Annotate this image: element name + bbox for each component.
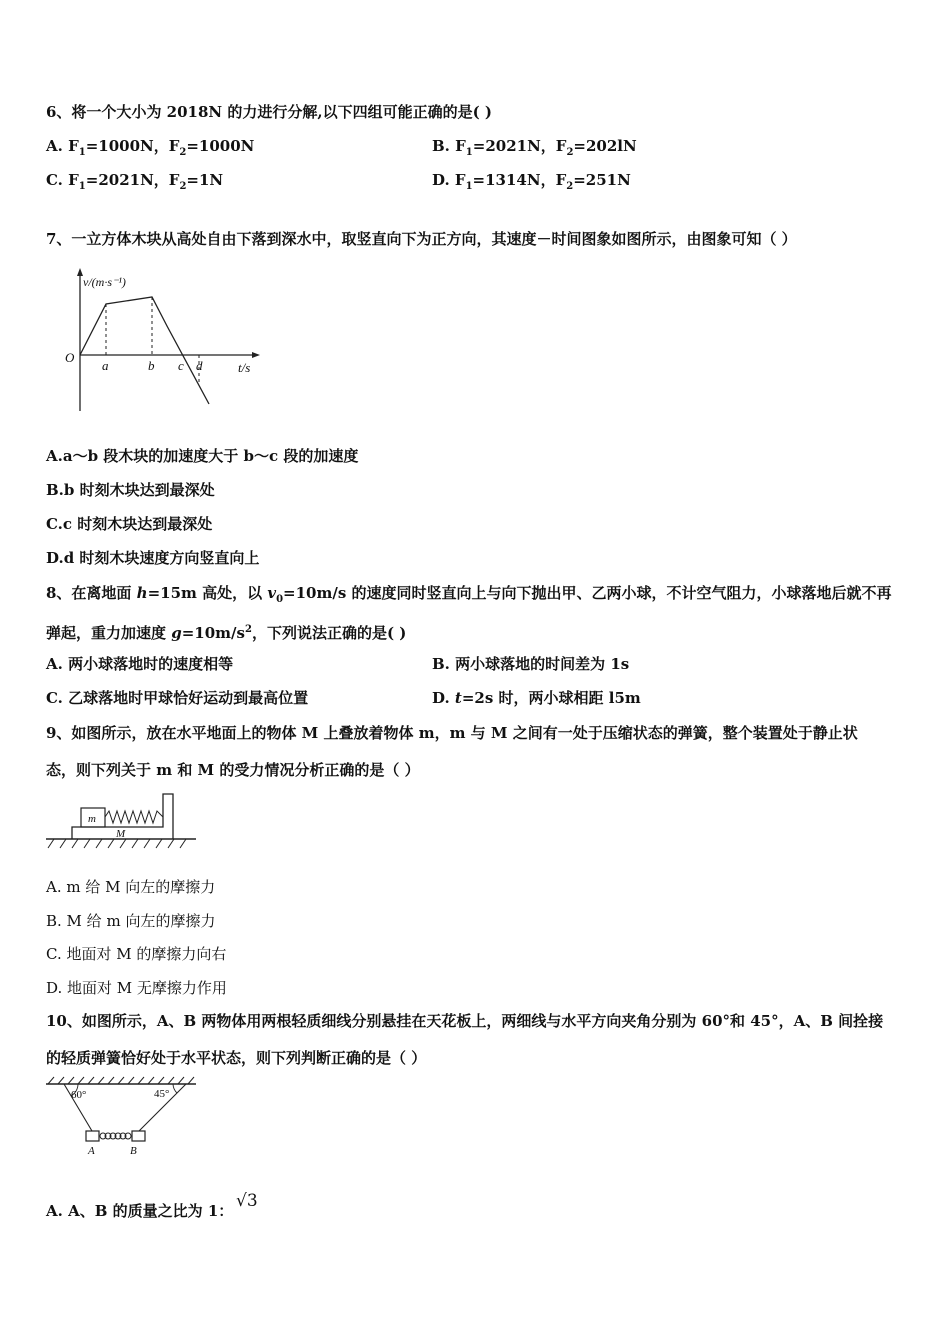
q10-hanging-blocks-figure bbox=[44, 1076, 204, 1156]
q7-x-axis-label: t/s bbox=[238, 360, 251, 375]
q9-label-m: m bbox=[88, 813, 96, 825]
q8-option-d: D. t=2s 时，两小球相距 l5m bbox=[432, 689, 641, 707]
q10-option-a: A. A、B 的质量之比为 1： bbox=[46, 1202, 234, 1220]
q6-option-d: D. $F_1=1314N$，$F_2=251N$ bbox=[432, 171, 631, 192]
q8-option-b: B. 两小球落地的时间差为 1s bbox=[432, 655, 630, 673]
q8-stem-line1: 8、在离地面 h=15m 高处，以 $v_0=10m/s$ 的速度同时竖直向上与向下抛出甲、乙两小球，不计空气阻力，小球落地后就不再 bbox=[46, 584, 892, 605]
q7-tick-a: a bbox=[102, 358, 109, 373]
q7-tick-b: b bbox=[148, 358, 155, 373]
q8-stem-line2: 弹起，重力加速度 $g=10m/s^2$，下列说法正确的是( ) bbox=[46, 624, 407, 642]
q6-option-c: C. $F_1=2021N$，$F_2=1N$ bbox=[46, 171, 224, 192]
q9-stem-line2: 态，则下列关于 m 和 M 的受力情况分析正确的是（ ） bbox=[46, 761, 420, 779]
q7-velocity-time-graph bbox=[62, 266, 262, 416]
q10-label-A: A bbox=[88, 1145, 95, 1156]
q10-angle-60: 60° bbox=[71, 1089, 87, 1101]
q9-option-a: A. m 给 M 向左的摩擦力 bbox=[46, 878, 216, 896]
q7-tick-d: d bbox=[196, 358, 203, 373]
q7-option-b: B.b 时刻木块达到最深处 bbox=[46, 481, 215, 499]
q10-sqrt3: √3 bbox=[236, 1191, 258, 1211]
q10-stem-line2: 的轻质弹簧恰好处于水平状态，则下列判断正确的是（ ） bbox=[46, 1049, 427, 1067]
q9-option-c: C. 地面对 M 的摩擦力向右 bbox=[46, 945, 227, 963]
q7-option-d: D.d 时刻木块速度方向竖直向上 bbox=[46, 549, 260, 567]
q7-y-axis-label: v/(m·s⁻¹) bbox=[83, 275, 126, 289]
q10-label-B: B bbox=[130, 1145, 137, 1156]
q9-option-d: D. 地面对 M 无摩擦力作用 bbox=[46, 979, 227, 997]
q9-stem-line1: 9、如图所示，放在水平地面上的物体 M 上叠放着物体 m，m 与 M 之间有一处于压缩状态的弹簧，整个装置处于静止状 bbox=[46, 724, 858, 742]
q7-option-a: A.a～b 段木块的加速度大于 b～c 段的加速度 bbox=[46, 447, 359, 465]
q7-stem: 7、一立方体木块从高处自由下落到深水中，取竖直向下为正方向，其速度－时间图象如图所示，由图象可知（ ） bbox=[46, 230, 797, 248]
q6-option-a: A. $F_1=1000N$，$F_2=1000N$ bbox=[46, 137, 255, 158]
q8-option-c: C. 乙球落地时甲球恰好运动到最高位置 bbox=[46, 689, 309, 707]
q7-origin-label: O bbox=[65, 350, 75, 365]
q7-tick-c: c bbox=[178, 358, 184, 373]
q7-option-c: C.c 时刻木块达到最深处 bbox=[46, 515, 213, 533]
q9-spring-block-figure bbox=[44, 790, 204, 854]
q9-label-M: M bbox=[116, 828, 126, 840]
q9-option-b: B. M 给 m 向左的摩擦力 bbox=[46, 912, 216, 930]
q6-option-b: B. $F_1=2021N$，$F_2=202lN$ bbox=[432, 137, 637, 158]
q8-option-a: A. 两小球落地时的速度相等 bbox=[46, 655, 234, 673]
q10-angle-45: 45° bbox=[154, 1088, 170, 1100]
q6-stem: 6、将一个大小为 2018N 的力进行分解,以下四组可能正确的是( ) bbox=[46, 103, 492, 121]
q10-stem-line1: 10、如图所示，A、B 两物体用两根轻质细线分别悬挂在天花板上，两细线与水平方向夹角分别为 60°和 45°，A、B 间拴接 bbox=[46, 1012, 884, 1030]
